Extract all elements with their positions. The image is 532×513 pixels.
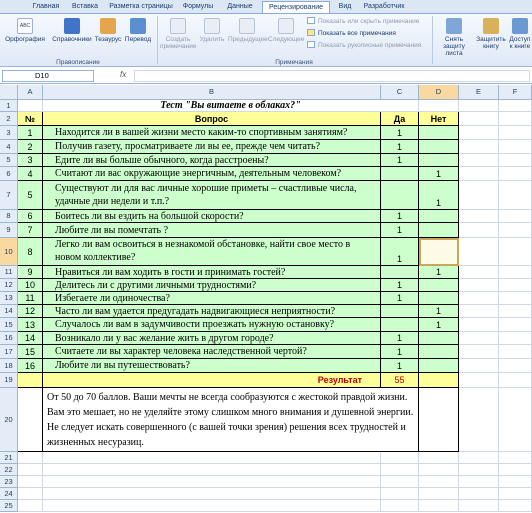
formula-input[interactable] (134, 70, 530, 82)
question-number: 4 (18, 167, 43, 181)
new-comment-label: Создать примечание (160, 36, 197, 50)
question-number: 14 (18, 332, 43, 345)
show-ink-button[interactable] (307, 41, 421, 51)
row-header[interactable]: 16 (0, 332, 18, 345)
cell[interactable] (499, 452, 532, 464)
row-header[interactable]: 17 (0, 345, 18, 359)
cell[interactable] (18, 388, 43, 452)
selected-cell-d10[interactable] (419, 238, 459, 266)
cell[interactable] (419, 100, 459, 112)
cell[interactable] (459, 279, 499, 292)
answer-yes[interactable]: 1 (381, 140, 419, 154)
cell[interactable] (499, 500, 532, 512)
cell[interactable] (419, 464, 459, 476)
answer-no[interactable] (419, 210, 459, 223)
cell[interactable] (499, 292, 532, 305)
answer-yes[interactable]: 1 (381, 332, 419, 345)
delete-comment-button[interactable] (198, 18, 226, 43)
cell[interactable] (381, 476, 419, 488)
row-header[interactable]: 8 (0, 210, 18, 223)
answer-no[interactable] (419, 223, 459, 238)
question-number: 10 (18, 279, 43, 292)
tab-data[interactable]: Данные (227, 3, 253, 10)
question-text: Избегаете ли одиночества? (43, 292, 381, 305)
cell[interactable] (459, 223, 499, 238)
question-text: Считаете ли вы характер человека наследственной чертой? (43, 345, 381, 359)
tab-developer[interactable]: Разработчик (363, 3, 405, 10)
formula-bar (0, 68, 532, 84)
row-header[interactable]: 18 (0, 359, 18, 373)
show-ink-label: Показать рукописные примечания (318, 42, 422, 49)
cell[interactable] (459, 476, 499, 488)
row-header[interactable]: 24 (0, 488, 18, 500)
row-header[interactable]: 23 (0, 476, 18, 488)
cell[interactable] (459, 154, 499, 167)
answer-no[interactable]: 1 (419, 167, 459, 181)
ink-icon (307, 41, 315, 48)
question-number: 8 (18, 238, 43, 266)
cell[interactable] (18, 476, 43, 488)
unprotect-sheet-label: Снять защиту листа (443, 36, 465, 57)
cell[interactable] (499, 167, 532, 181)
question-number: 2 (18, 140, 43, 154)
cell[interactable] (381, 500, 419, 512)
cell[interactable] (459, 238, 499, 266)
show-hide-comment-button[interactable] (307, 17, 419, 27)
question-text: Часто ли вам удается предугадать надвигающиеся неприятности? (43, 305, 381, 318)
answer-no[interactable]: 1 (419, 318, 459, 332)
previous-comment-button[interactable] (228, 18, 266, 43)
question-number: 1 (18, 126, 43, 140)
question-number: 3 (18, 154, 43, 167)
thesaurus-icon (100, 18, 116, 34)
question-text: Случалось ли вам в задумчивости проезжать нужную остановку? (43, 318, 381, 332)
column-header-e[interactable]: E (459, 85, 499, 100)
group-divider (157, 16, 158, 64)
cell[interactable] (499, 126, 532, 140)
cell[interactable] (499, 223, 532, 238)
column-header-f[interactable]: F (499, 85, 532, 100)
cell[interactable] (459, 359, 499, 373)
cell[interactable] (499, 318, 532, 332)
cell[interactable] (499, 488, 532, 500)
translate-icon (130, 18, 146, 34)
header-question: Вопрос (43, 112, 381, 126)
header-num: № (18, 112, 43, 126)
cell[interactable] (459, 140, 499, 154)
cell[interactable] (459, 112, 499, 126)
row-header[interactable]: 6 (0, 167, 18, 181)
cell[interactable] (459, 181, 499, 210)
protect-book-button[interactable] (474, 18, 508, 50)
thesaurus-button[interactable] (94, 18, 122, 43)
answer-yes[interactable]: 1 (381, 126, 419, 140)
answer-no[interactable] (419, 279, 459, 292)
translate-label: Перевод (124, 36, 152, 43)
cell[interactable] (499, 332, 532, 345)
row-header[interactable]: 22 (0, 464, 18, 476)
answer-yes[interactable]: 1 (381, 223, 419, 238)
research-button[interactable] (50, 18, 94, 43)
cell[interactable] (459, 266, 499, 279)
unprotect-sheet-icon (446, 18, 462, 34)
answer-yes[interactable] (381, 318, 419, 332)
unprotect-sheet-button[interactable] (436, 18, 472, 57)
column-header-a[interactable]: A (18, 85, 43, 100)
show-all-comments-button[interactable] (307, 29, 396, 39)
cell[interactable] (499, 388, 532, 452)
conclusion-text: От 50 до 70 баллов. Ваши мечты не всегда сообразуются с жестокой правдой жизни. Вам это мешает, но не уделяйте этому слишком много внимания и душевной энергии. Не следует искать совершенного (с вашей точки зрения) решения всех трудностей и жизненных несуразиц. (43, 388, 419, 452)
answer-yes[interactable] (381, 305, 419, 318)
cell[interactable] (43, 476, 381, 488)
cell[interactable] (499, 112, 532, 126)
new-comment-icon (170, 18, 186, 34)
question-number: 16 (18, 359, 43, 373)
row-header[interactable]: 2 (0, 112, 18, 126)
answer-yes[interactable]: 1 (381, 345, 419, 359)
name-box[interactable]: D10 (2, 70, 94, 82)
cell[interactable] (499, 359, 532, 373)
cell[interactable] (459, 167, 499, 181)
tab-review[interactable]: Рецензирование (262, 1, 330, 13)
question-number: 5 (18, 181, 43, 210)
delete-label: Удалить (199, 36, 225, 43)
answer-yes[interactable] (381, 167, 419, 181)
cell[interactable] (18, 100, 43, 112)
question-text: Считают ли вас окружающие энергичным, деятельным человеком? (43, 167, 381, 181)
result-value[interactable]: 55 (381, 373, 419, 388)
spelling-label: Орфография (5, 36, 45, 43)
answer-no[interactable] (419, 359, 459, 373)
previous-label: Предыдущее (228, 36, 268, 43)
cell[interactable] (459, 100, 499, 112)
row-header[interactable]: 12 (0, 279, 18, 292)
cell[interactable] (419, 452, 459, 464)
question-text: Нравиться ли вам ходить в гости и принимать гостей? (43, 266, 381, 279)
fx-icon[interactable]: fx (120, 70, 127, 79)
answer-yes[interactable] (381, 181, 419, 210)
column-header-c[interactable]: C (381, 85, 419, 100)
answer-yes[interactable]: 1 (381, 279, 419, 292)
question-text: Любите ли вы помечтать ? (43, 223, 381, 238)
answer-no[interactable]: 1 (419, 181, 459, 210)
tab-view[interactable]: Вид (338, 3, 352, 10)
answer-no[interactable] (419, 345, 459, 359)
question-text: Делитесь ли с другими личными трудностями? (43, 279, 381, 292)
cell[interactable] (499, 140, 532, 154)
spelling-button[interactable] (2, 18, 48, 43)
cell[interactable] (459, 452, 499, 464)
share-label: Доступ к книге (509, 36, 531, 50)
answer-no[interactable] (419, 154, 459, 167)
research-label: Справочники (52, 36, 92, 43)
cell[interactable] (459, 292, 499, 305)
cell[interactable] (499, 464, 532, 476)
cell[interactable] (499, 154, 532, 167)
cell[interactable] (419, 500, 459, 512)
answer-yes[interactable]: 1 (381, 210, 419, 223)
question-number: 11 (18, 292, 43, 305)
spelling-icon: ABC (17, 18, 33, 34)
cell[interactable] (419, 476, 459, 488)
answer-no[interactable] (419, 292, 459, 305)
question-text: Существуют ли для вас личные хорошие приметы – счастливые числа, удачные дни недели и т.п.? (43, 181, 381, 210)
answer-no[interactable] (419, 332, 459, 345)
header-no: Нет (419, 112, 459, 126)
tab-insert[interactable]: Вставка (71, 3, 99, 10)
cell[interactable] (18, 500, 43, 512)
question-number: 6 (18, 210, 43, 223)
share-book-button[interactable] (508, 18, 532, 50)
question-number: 12 (18, 305, 43, 318)
ribbon-panel (0, 13, 532, 67)
row-header[interactable]: 25 (0, 500, 18, 512)
cell[interactable] (43, 452, 381, 464)
question-text: Едите ли вы больше обычного, когда расстроены? (43, 154, 381, 167)
cell[interactable] (18, 452, 43, 464)
cell[interactable] (499, 345, 532, 359)
cell[interactable] (499, 210, 532, 223)
cell[interactable] (499, 476, 532, 488)
question-number: 13 (18, 318, 43, 332)
answer-no[interactable] (419, 126, 459, 140)
protect-book-icon (483, 18, 499, 34)
cell[interactable] (499, 181, 532, 210)
cell[interactable] (459, 318, 499, 332)
row-header[interactable]: 14 (0, 305, 18, 318)
cell[interactable] (43, 488, 381, 500)
cell[interactable] (381, 464, 419, 476)
cell[interactable] (43, 464, 381, 476)
new-comment-button[interactable] (160, 18, 196, 50)
question-text: Получив газету, просматриваете ли вы ее, прежде чем читать? (43, 140, 381, 154)
thesaurus-label: Тезаурус (94, 36, 122, 43)
question-text: Находится ли в вашей жизни место каким-то спортивным занятиям? (43, 126, 381, 140)
share-icon (512, 18, 528, 34)
spreadsheet-grid (0, 85, 532, 513)
row-header[interactable]: 4 (0, 140, 18, 154)
column-header-d[interactable]: D (419, 85, 459, 100)
cell[interactable] (381, 452, 419, 464)
question-number: 9 (18, 266, 43, 279)
cell[interactable] (18, 464, 43, 476)
cell[interactable] (499, 279, 532, 292)
answer-no[interactable] (419, 140, 459, 154)
cell[interactable] (459, 388, 499, 452)
row-header[interactable]: 10 (0, 238, 18, 266)
result-label: Результат (43, 373, 381, 388)
row-header[interactable]: 5 (0, 154, 18, 167)
answer-no[interactable]: 1 (419, 266, 459, 279)
book-icon (64, 18, 80, 34)
ribbon-tab-bar (0, 0, 532, 13)
proofing-group-label: Правописание (56, 59, 100, 66)
cell[interactable] (459, 500, 499, 512)
select-all-corner[interactable] (0, 85, 18, 100)
question-text: Любите ли вы путешествовать? (43, 359, 381, 373)
cell[interactable] (499, 373, 532, 388)
cell[interactable] (459, 332, 499, 345)
cell[interactable] (419, 388, 459, 452)
answer-yes[interactable]: 1 (381, 359, 419, 373)
next-label: Следующее (268, 36, 305, 43)
row-header[interactable]: 11 (0, 266, 18, 279)
answer-yes[interactable] (381, 266, 419, 279)
row-header[interactable]: 19 (0, 373, 18, 388)
cell[interactable] (459, 373, 499, 388)
show-all-comments-label: Показать все примечания (318, 30, 396, 37)
cell[interactable] (459, 126, 499, 140)
delete-icon (204, 18, 220, 34)
question-text: Возникало ли у вас желание жить в другом городе? (43, 332, 381, 345)
tab-page-layout[interactable]: Разметка страницы (109, 3, 173, 10)
answer-yes[interactable]: 1 (381, 238, 419, 266)
cell[interactable] (459, 464, 499, 476)
row-header[interactable]: 21 (0, 452, 18, 464)
row-header[interactable]: 9 (0, 223, 18, 238)
tab-formulas[interactable]: Формулы (182, 3, 214, 10)
cell (419, 373, 459, 388)
cell (18, 373, 43, 388)
cell[interactable] (459, 305, 499, 318)
row-header[interactable]: 7 (0, 181, 18, 210)
cell[interactable] (419, 488, 459, 500)
question-number: 7 (18, 223, 43, 238)
cell[interactable] (18, 488, 43, 500)
cell[interactable] (499, 305, 532, 318)
row-header[interactable]: 15 (0, 318, 18, 332)
cell[interactable] (459, 210, 499, 223)
translate-button[interactable] (123, 18, 153, 43)
cell[interactable] (43, 500, 381, 512)
sheet-title: Тест "Вы витаете в облаках?" (43, 100, 419, 112)
row-header[interactable]: 13 (0, 292, 18, 305)
column-header-b[interactable]: B (43, 85, 381, 100)
next-icon (278, 18, 294, 34)
question-text: Боитесь ли вы ездить на большой скорости? (43, 210, 381, 223)
question-number: 15 (18, 345, 43, 359)
comment-icon (307, 17, 315, 24)
cell[interactable] (499, 266, 532, 279)
answer-yes[interactable]: 1 (381, 292, 419, 305)
row-header[interactable]: 20 (0, 388, 18, 452)
row-header[interactable]: 1 (0, 100, 18, 112)
answer-no[interactable]: 1 (419, 305, 459, 318)
cell[interactable] (499, 238, 532, 266)
tab-home[interactable]: Главная (32, 3, 60, 10)
cell[interactable] (459, 345, 499, 359)
row-header[interactable]: 3 (0, 126, 18, 140)
next-comment-button[interactable] (268, 18, 304, 43)
question-text: Легко ли вам освоиться в незнакомой обстановке, найти свое место в новом коллективе? (43, 238, 381, 266)
group-divider (432, 16, 433, 64)
comments-icon (307, 29, 315, 36)
show-hide-comment-label: Показать или скрыть примечание (318, 18, 420, 25)
header-yes: Да (381, 112, 419, 126)
previous-icon (239, 18, 255, 34)
cell[interactable] (499, 100, 532, 112)
cell[interactable] (459, 488, 499, 500)
cell[interactable] (381, 488, 419, 500)
comments-group-label: Примечания (275, 59, 313, 66)
protect-book-label: Защитить книгу (476, 36, 506, 50)
answer-yes[interactable]: 1 (381, 154, 419, 167)
